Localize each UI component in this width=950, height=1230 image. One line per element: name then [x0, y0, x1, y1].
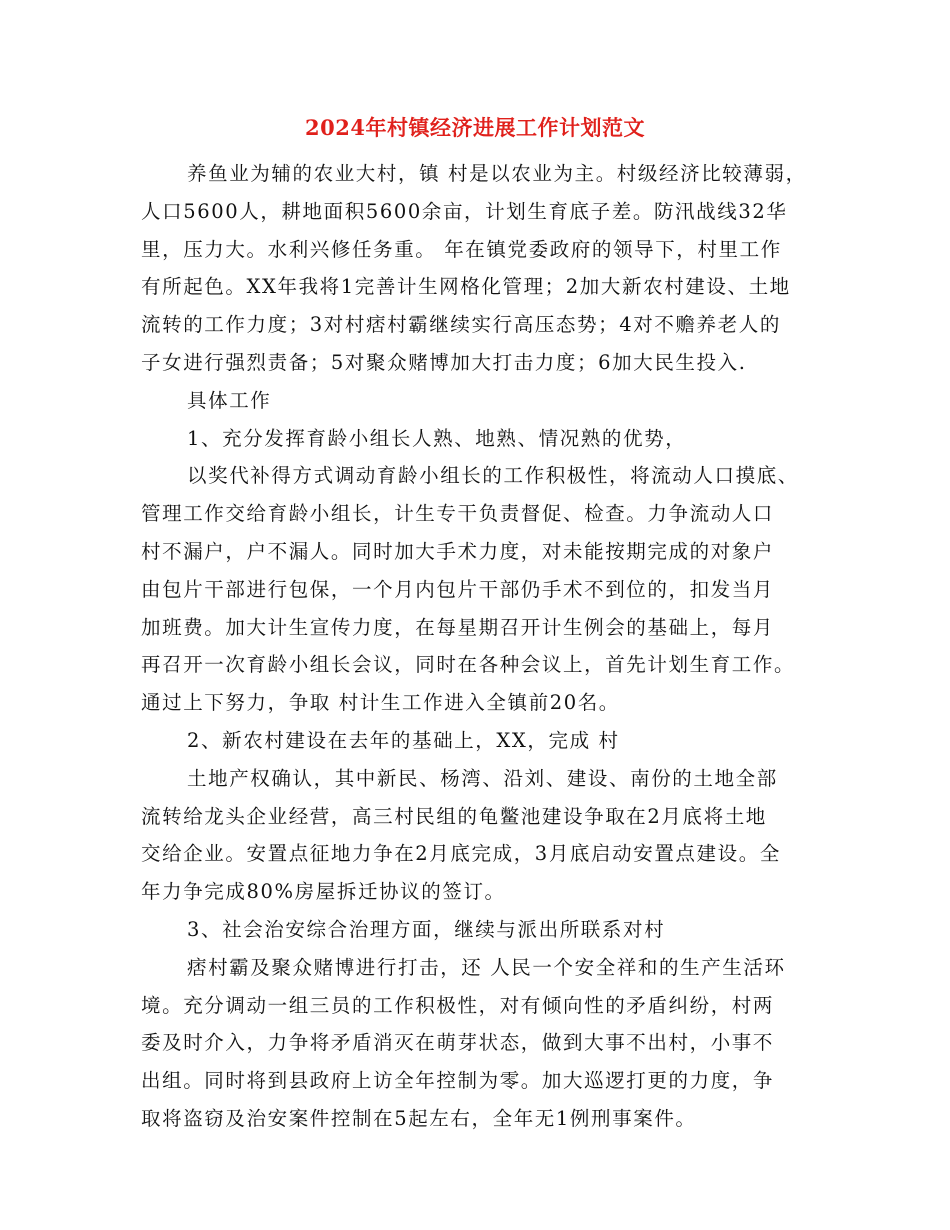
text-line: 通过上下努力，争取 村计生工作进入全镇前20名。 — [141, 691, 620, 715]
text-line: 再召开一次育龄小组长会议，同时在各种会议上，首先计划生育工作。 — [141, 653, 796, 677]
text-line: 具体工作 — [187, 388, 272, 412]
document-title: 2024年村镇经济进展工作计划范文 — [305, 115, 645, 140]
text-line: 1、充分发挥育龄小组长人熟、地熟、情况熟的优势， — [187, 426, 687, 450]
text-line: 取将盗窃及治安案件控制在5起左右，全年无1例刑事案件。 — [141, 1106, 697, 1130]
text-line: 子女进行强烈责备；5对聚众赌博加大打击力度；6加大民生投入. — [141, 350, 747, 374]
text-line: 年力争完成80%房屋拆迁协议的签订。 — [141, 880, 506, 904]
text-line: 3、社会治安综合治理方面，继续与派出所联系对村 — [187, 917, 666, 941]
document-body — [141, 155, 821, 1138]
text-line: 交给企业。安置点征地力争在2月底完成，3月底启动安置点建设。全 — [141, 842, 781, 866]
text-line: 流转的工作力度；3对村痞村霸继续实行高压态势；4对不赡养老人的 — [141, 313, 781, 337]
text-line: 由包片干部进行包保，一个月内包片干部仍手术不到位的，扣发当月 — [141, 577, 775, 601]
text-line: 委及时介入，力争将矛盾消灭在萌芽状态，做到大事不出村，小事不 — [141, 1031, 775, 1055]
text-line: 管理工作交给育龄小组长，计生专干负责督促、检查。力争流动人口 — [141, 502, 775, 526]
text-line: 人口5600人，耕地面积5600余亩，计划生育底子差。防汛战线32华 — [141, 199, 788, 223]
text-line: 有所起色。XX年我将1完善计生网格化管理；2加大新农村建设、土地 — [141, 275, 791, 299]
text-line: 痞村霸及聚众赌博进行打击，还 人民一个安全祥和的生产生活环 — [187, 955, 786, 979]
text-line: 境。充分调动一组三员的工作积极性，对有倾向性的矛盾纠纷，村两 — [141, 993, 775, 1017]
text-line: 2、新农村建设在去年的基础上，XX，完成 村 — [187, 728, 620, 752]
text-line: 村不漏户，户不漏人。同时加大手术力度，对未能按期完成的对象户 — [141, 539, 775, 563]
text-line: 加班费。加大计生宣传力度，在每星期召开计生例会的基础上，每月 — [141, 615, 775, 639]
text-line: 流转给龙头企业经营，高三村民组的龟鳖池建设争取在2月底将土地 — [141, 804, 767, 828]
text-line: 养鱼业为辅的农业大村，镇 村是以农业为主。村级经济比较薄弱， — [187, 162, 807, 185]
text-line: 里，压力大。水利兴修任务重。 年在镇党委政府的领导下，村里工作 — [141, 237, 782, 261]
text-line: 以奖代补得方式调动育龄小组长的工作积极性，将流动人口摸底、 — [187, 464, 799, 488]
text-line: 土地产权确认，其中新民、杨湾、沿刘、建设、南份的土地全部 — [187, 766, 778, 790]
text-line: 出组。同时将到县政府上访全年控制为零。加大巡逻打更的力度，争 — [141, 1069, 775, 1093]
